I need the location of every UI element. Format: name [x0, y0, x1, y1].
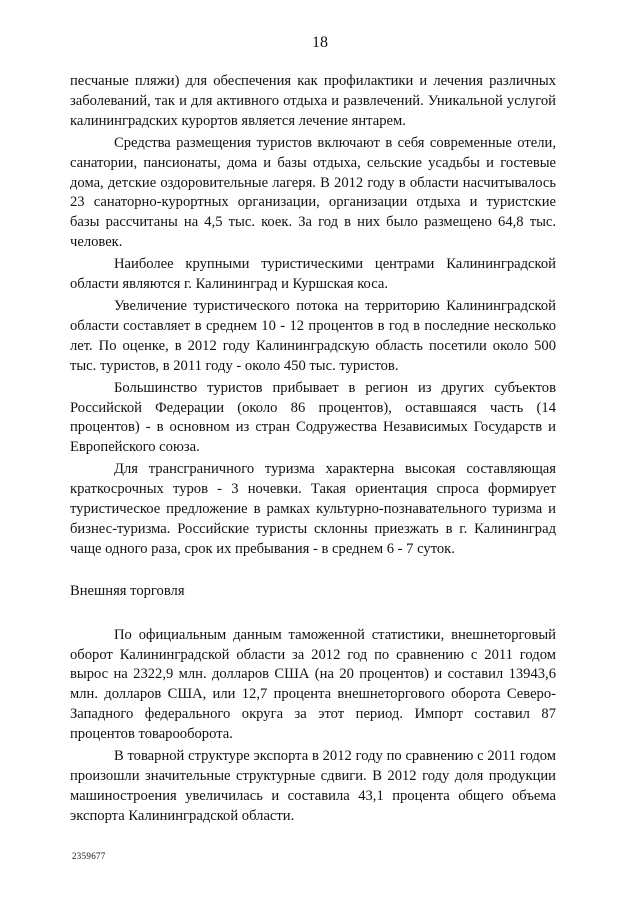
paragraph-export-structure: В товарной структуре экспорта в 2012 году по сравнению с 2011 годом произошли значительные структурные сдвиги. В 2012 году доля продукции машиностроения увеличилась и составила 43,1 процента общего объема экспорта Калининградской области.: [70, 748, 556, 824]
section-heading: Внешняя торговля: [70, 582, 185, 599]
paragraph-trade-turnover: По официальным данным таможенной статистики, внешнеторговый оборот Калининградской области за 2012 год по сравнению с 2011 годом вырос на 2322,9 млн. долларов США (на 20 процентов) и составил 13943,6 млн. долларов США, или 12,7 процента внешнеторгового оборота Северо-Западного федерального округа за этот период. Импорт составил 87 процентов товарооборота.: [70, 626, 556, 743]
paragraph-crossborder-tourism: Для трансграничного туризма характерна высокая составляющая краткосрочных туров - 3 ночевки. Такая ориентация спроса формирует туристическое предложение в рамках культурно-познавательного туризма и бизнес-туризма. Российские туристы склонны приезжать в г. Калининград чаще одного раза, срок их пребывания - в среднем 6 - 7 суток.: [70, 461, 556, 557]
document-body: [70, 72, 556, 829]
paragraph-tourist-centers: Наиболее крупными туристическими центрами Калининградской области являются г. Калининград и Куршская коса.: [70, 256, 556, 293]
document-code: 2359677: [72, 851, 106, 861]
paragraph-accommodation: Средства размещения туристов включают в себя современные отели, санатории, пансионаты, дома и базы отдыха, сельские усадьбы и гостевые дома, детские оздоровительные лагеря. В 2012 году в области насчитывалось 23 санаторно-курортных организации, организации отдыха и туристские базы рассчитаны на 4,5 тыс. коек. За год в них было размещено 64,8 тыс. человек.: [70, 134, 556, 251]
paragraph-continuation: песчаные пляжи) для обеспечения как профилактики и лечения различных заболеваний, так и для активного отдыха и развлечений. Уникальной услугой калининградских курортов является лечение янтарем.: [70, 73, 556, 129]
page-number: 18: [312, 34, 328, 51]
paragraph-tourist-origin: Большинство туристов прибывает в регион из других субъектов Российской Федерации (около 86 процентов), оставшаяся часть (14 процентов) - в основном из стран Содружества Независимых Государств и Европейского союза.: [70, 379, 556, 456]
paragraph-tourist-flow: Увеличение туристического потока на территорию Калининградской области составляет в среднем 10 - 12 процентов в год в последние несколько лет. По оценке, в 2012 году Калининградскую область посетили около 500 тыс. туристов, в 2011 году - около 450 тыс. туристов.: [70, 297, 556, 374]
